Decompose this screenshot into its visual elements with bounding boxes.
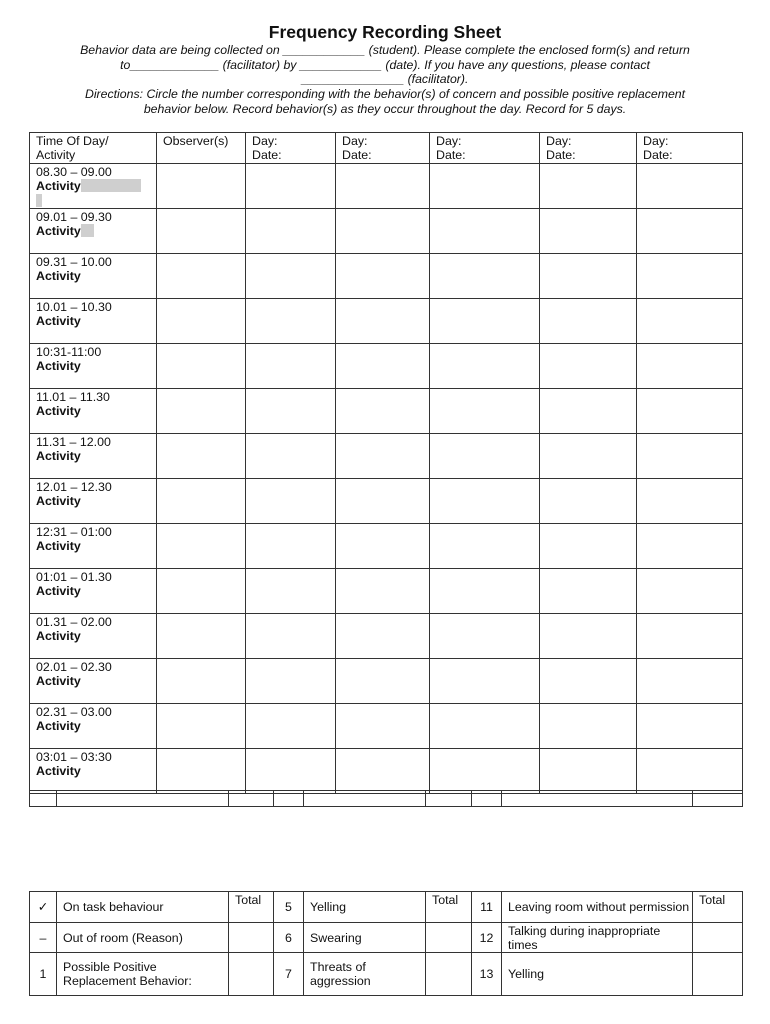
- day-cell-2[interactable]: [336, 254, 430, 299]
- time-slot-label: 12:31 – 01:00: [36, 525, 112, 539]
- legend-row: [30, 892, 743, 923]
- blank-cell[interactable]: [426, 791, 472, 807]
- day-header-4: [540, 133, 637, 164]
- observer-cell[interactable]: [157, 569, 246, 614]
- day-cell-2[interactable]: [336, 299, 430, 344]
- day-cell-5[interactable]: [637, 389, 743, 434]
- activity-header-label: Activity: [36, 148, 76, 163]
- day-cell-1[interactable]: [246, 164, 336, 209]
- day-cell-2[interactable]: [336, 389, 430, 434]
- time-slot-cell: [30, 299, 157, 344]
- observer-cell[interactable]: [157, 614, 246, 659]
- redacted-activity-field[interactable]: [81, 179, 141, 192]
- time-slot-row: [30, 659, 743, 704]
- total-cell[interactable]: [693, 953, 743, 996]
- time-slot-cell: [30, 704, 157, 749]
- day-cell-4[interactable]: [540, 209, 637, 254]
- time-slot-label: 10:31-11:00: [36, 345, 102, 359]
- activity-row: [36, 224, 156, 238]
- total-cell[interactable]: [229, 923, 274, 953]
- day-cell-1[interactable]: [246, 344, 336, 389]
- legend-number: 7: [274, 953, 304, 996]
- day-cell-3[interactable]: [430, 659, 540, 704]
- legend-number: 11: [472, 892, 502, 923]
- day-cell-4[interactable]: [540, 344, 637, 389]
- day-cell-3[interactable]: [430, 569, 540, 614]
- day-cell-4[interactable]: [540, 389, 637, 434]
- time-activity-header: [30, 133, 157, 164]
- checkmark-icon: ✓: [30, 892, 57, 923]
- day-cell-5[interactable]: [637, 479, 743, 524]
- time-slot-cell: [30, 659, 157, 704]
- date-label: Date:: [643, 148, 673, 163]
- day-header-1: [246, 133, 336, 164]
- day-label: Day:: [342, 134, 368, 148]
- activity-row: [36, 404, 156, 418]
- day-cell-2[interactable]: [336, 614, 430, 659]
- day-cell-5[interactable]: [637, 569, 743, 614]
- activity-row: [36, 314, 156, 328]
- observer-cell[interactable]: [157, 749, 246, 794]
- activity-label: Activity: [36, 359, 81, 374]
- observer-cell[interactable]: [157, 299, 246, 344]
- blank-cell[interactable]: [693, 791, 743, 807]
- day-cell-2[interactable]: [336, 749, 430, 794]
- time-slot-cell: [30, 479, 157, 524]
- day-label: Day:: [546, 134, 572, 148]
- time-slot-label: 10.01 – 10.30: [36, 300, 112, 314]
- activity-label: Activity: [36, 449, 81, 464]
- day-cell-1[interactable]: [246, 749, 336, 794]
- day-cell-3[interactable]: [430, 164, 540, 209]
- legend-label: Yelling: [304, 892, 426, 923]
- time-header-label: Time Of Day/: [36, 134, 109, 148]
- day-cell-1[interactable]: [246, 614, 336, 659]
- day-cell-2[interactable]: [336, 704, 430, 749]
- time-slot-cell: [30, 434, 157, 479]
- activity-row: [36, 674, 156, 688]
- day-cell-3[interactable]: [430, 209, 540, 254]
- blank-strip-row: [29, 790, 743, 807]
- day-cell-4[interactable]: [540, 614, 637, 659]
- day-cell-5[interactable]: [637, 749, 743, 794]
- day-cell-3[interactable]: [430, 749, 540, 794]
- legend-label: Talking during inappropriate times: [502, 923, 693, 953]
- legend-label: On task behaviour: [57, 892, 229, 923]
- intro-line: _______________ (facilitator).: [301, 72, 469, 87]
- time-slot-row: [30, 254, 743, 299]
- legend-label: Possible Positive Replacement Behavior:: [57, 953, 229, 996]
- day-cell-4[interactable]: [540, 569, 637, 614]
- day-cell-2[interactable]: [336, 569, 430, 614]
- activity-row: [36, 179, 156, 193]
- time-slot-label: 02.01 – 02.30: [36, 660, 112, 674]
- activity-row: [36, 629, 156, 643]
- activity-label: Activity: [36, 719, 81, 734]
- observer-cell[interactable]: [157, 209, 246, 254]
- day-cell-3[interactable]: [430, 434, 540, 479]
- day-cell-5[interactable]: [637, 209, 743, 254]
- date-label: Date:: [436, 148, 466, 163]
- day-cell-4[interactable]: [540, 479, 637, 524]
- time-slot-row: [30, 749, 743, 794]
- day-cell-2[interactable]: [336, 479, 430, 524]
- activity-row: [36, 539, 156, 553]
- behavior-legend-table: [29, 891, 743, 996]
- time-slot-cell: [30, 569, 157, 614]
- legend-number: 13: [472, 953, 502, 996]
- time-slot-row: [30, 614, 743, 659]
- blank-cell[interactable]: [30, 791, 57, 807]
- time-slot-cell: [30, 389, 157, 434]
- legend-label: Out of room (Reason): [57, 923, 229, 953]
- activity-label: Activity: [36, 179, 81, 194]
- activity-label: Activity: [36, 224, 81, 239]
- day-header-3: [430, 133, 540, 164]
- time-slot-label: 09.01 – 09.30: [36, 210, 112, 224]
- legend-number: 1: [30, 953, 57, 996]
- day-cell-3[interactable]: [430, 479, 540, 524]
- day-cell-5[interactable]: [637, 704, 743, 749]
- day-label: Day:: [252, 134, 278, 148]
- time-slot-row: [30, 524, 743, 569]
- day-cell-5[interactable]: [637, 659, 743, 704]
- frequency-table: [29, 132, 743, 794]
- day-header-5: [637, 133, 743, 164]
- blank-cell[interactable]: [57, 791, 229, 807]
- day-cell-1[interactable]: [246, 479, 336, 524]
- day-cell-4[interactable]: [540, 524, 637, 569]
- time-slot-label: 02.31 – 03.00: [36, 705, 112, 719]
- legend-label: Threats of aggression: [304, 953, 426, 996]
- time-slot-row: [30, 164, 743, 209]
- time-slot-cell: [30, 164, 157, 209]
- day-cell-5[interactable]: [637, 254, 743, 299]
- day-cell-2[interactable]: [336, 659, 430, 704]
- dash-icon: –: [30, 923, 57, 953]
- time-slot-row: [30, 344, 743, 389]
- activity-label: Activity: [36, 584, 81, 599]
- day-cell-5[interactable]: [637, 614, 743, 659]
- activity-label: Activity: [36, 674, 81, 689]
- time-slot-label: 11.01 – 11.30: [36, 390, 110, 404]
- observer-cell[interactable]: [157, 164, 246, 209]
- activity-label: Activity: [36, 269, 81, 284]
- directions-line: Directions: Circle the number corresponding with the behavior(s) of concern and possible positive replacement: [84, 87, 686, 102]
- day-cell-1[interactable]: [246, 434, 336, 479]
- legend-row: [30, 953, 743, 996]
- blank-cell[interactable]: [502, 791, 693, 807]
- day-cell-2[interactable]: [336, 209, 430, 254]
- time-slot-label: 08.30 – 09.00: [36, 165, 112, 179]
- day-cell-4[interactable]: [540, 254, 637, 299]
- date-label: Date:: [252, 148, 282, 163]
- day-cell-2[interactable]: [336, 434, 430, 479]
- day-cell-3[interactable]: [430, 254, 540, 299]
- day-cell-5[interactable]: [637, 299, 743, 344]
- activity-row: [36, 359, 156, 373]
- observer-cell[interactable]: [157, 704, 246, 749]
- date-label: Date:: [342, 148, 372, 163]
- legend-label: Swearing: [304, 923, 426, 953]
- day-cell-1[interactable]: [246, 299, 336, 344]
- activity-row: [36, 494, 156, 508]
- observer-cell[interactable]: [157, 434, 246, 479]
- total-cell[interactable]: [693, 923, 743, 953]
- day-cell-4[interactable]: [540, 434, 637, 479]
- day-cell-1[interactable]: [246, 524, 336, 569]
- blank-cell[interactable]: [472, 791, 502, 807]
- time-slot-label: 01:01 – 01.30: [36, 570, 112, 584]
- intro-line: Behavior data are being collected on ____________ (student). Please complete the enclosed form(s) and return: [80, 43, 690, 57]
- activity-row: [36, 269, 156, 283]
- day-cell-4[interactable]: [540, 299, 637, 344]
- observer-cell[interactable]: [157, 254, 246, 299]
- activity-label: Activity: [36, 404, 81, 419]
- total-label: Total: [693, 892, 743, 923]
- date-label: Date:: [546, 148, 576, 163]
- day-cell-4[interactable]: [540, 164, 637, 209]
- day-cell-1[interactable]: [246, 209, 336, 254]
- total-cell[interactable]: [426, 953, 472, 996]
- observer-cell[interactable]: [157, 344, 246, 389]
- day-cell-3[interactable]: [430, 524, 540, 569]
- blank-cell[interactable]: [304, 791, 426, 807]
- activity-row: [36, 584, 156, 598]
- time-slot-row: [30, 704, 743, 749]
- activity-label: Activity: [36, 314, 81, 329]
- legend-number: 5: [274, 892, 304, 923]
- activity-row: [36, 449, 156, 463]
- time-slot-row: [30, 479, 743, 524]
- time-slot-cell: [30, 254, 157, 299]
- day-cell-2[interactable]: [336, 524, 430, 569]
- day-label: Day:: [436, 134, 462, 148]
- redacted-activity-field[interactable]: [36, 194, 42, 207]
- blank-cell[interactable]: [229, 791, 274, 807]
- day-cell-2[interactable]: [336, 164, 430, 209]
- time-slot-row: [30, 434, 743, 479]
- day-cell-4[interactable]: [540, 749, 637, 794]
- legend-row: [30, 923, 743, 953]
- blank-cell[interactable]: [274, 791, 304, 807]
- redacted-activity-field[interactable]: [81, 224, 94, 237]
- observer-header: Observer(s): [157, 133, 246, 164]
- activity-label: Activity: [36, 629, 81, 644]
- total-label: Total: [426, 892, 472, 923]
- day-cell-3[interactable]: [430, 704, 540, 749]
- day-cell-5[interactable]: [637, 434, 743, 479]
- activity-label: Activity: [36, 539, 81, 554]
- activity-label: Activity: [36, 494, 81, 509]
- time-slot-cell: [30, 614, 157, 659]
- observer-cell[interactable]: [157, 659, 246, 704]
- day-cell-3[interactable]: [430, 389, 540, 434]
- day-cell-1[interactable]: [246, 704, 336, 749]
- day-cell-1[interactable]: [246, 389, 336, 434]
- directions-line: behavior below. Record behavior(s) as they occur throughout the day. Record for 5 days.: [143, 101, 627, 116]
- time-slot-cell: [30, 749, 157, 794]
- legend-number: 12: [472, 923, 502, 953]
- day-header-2: [336, 133, 430, 164]
- time-slot-row: [30, 299, 743, 344]
- legend-label: Leaving room without permission: [502, 892, 693, 923]
- time-slot-label: 03:01 – 03:30: [36, 750, 112, 764]
- time-slot-cell: [30, 344, 157, 389]
- day-cell-5[interactable]: [637, 164, 743, 209]
- day-cell-3[interactable]: [430, 344, 540, 389]
- observer-cell[interactable]: [157, 389, 246, 434]
- page-title: Frequency Recording Sheet: [268, 22, 502, 42]
- day-cell-1[interactable]: [246, 569, 336, 614]
- day-cell-4[interactable]: [540, 704, 637, 749]
- total-cell[interactable]: [426, 923, 472, 953]
- observer-cell[interactable]: [157, 479, 246, 524]
- header-row: [30, 133, 743, 164]
- intro-line: to_____________ (facilitator) by ____________ (date). If you have any questions, please contact: [120, 57, 650, 72]
- day-cell-3[interactable]: [430, 299, 540, 344]
- legend-number: 6: [274, 923, 304, 953]
- activity-row: [36, 764, 156, 778]
- day-cell-4[interactable]: [540, 659, 637, 704]
- day-cell-5[interactable]: [637, 524, 743, 569]
- activity-label: Activity: [36, 764, 81, 779]
- day-cell-3[interactable]: [430, 614, 540, 659]
- time-slot-label: 12.01 – 12.30: [36, 480, 112, 494]
- time-slot-label: 11.31 – 12.00: [36, 435, 111, 449]
- time-slot-label: 01.31 – 02.00: [36, 615, 112, 629]
- day-cell-2[interactable]: [336, 344, 430, 389]
- time-slot-label: 09.31 – 10.00: [36, 255, 112, 269]
- day-cell-5[interactable]: [637, 344, 743, 389]
- time-slot-cell: [30, 524, 157, 569]
- total-cell[interactable]: [229, 953, 274, 996]
- activity-row: [36, 719, 156, 733]
- time-slot-row: [30, 389, 743, 434]
- day-cell-1[interactable]: [246, 659, 336, 704]
- total-label: Total: [229, 892, 274, 923]
- time-slot-row: [30, 209, 743, 254]
- time-slot-cell: [30, 209, 157, 254]
- intro-instructions: [36, 43, 734, 117]
- day-label: Day:: [643, 134, 669, 148]
- observer-cell[interactable]: [157, 524, 246, 569]
- legend-label: Yelling: [502, 953, 693, 996]
- day-cell-1[interactable]: [246, 254, 336, 299]
- time-slot-row: [30, 569, 743, 614]
